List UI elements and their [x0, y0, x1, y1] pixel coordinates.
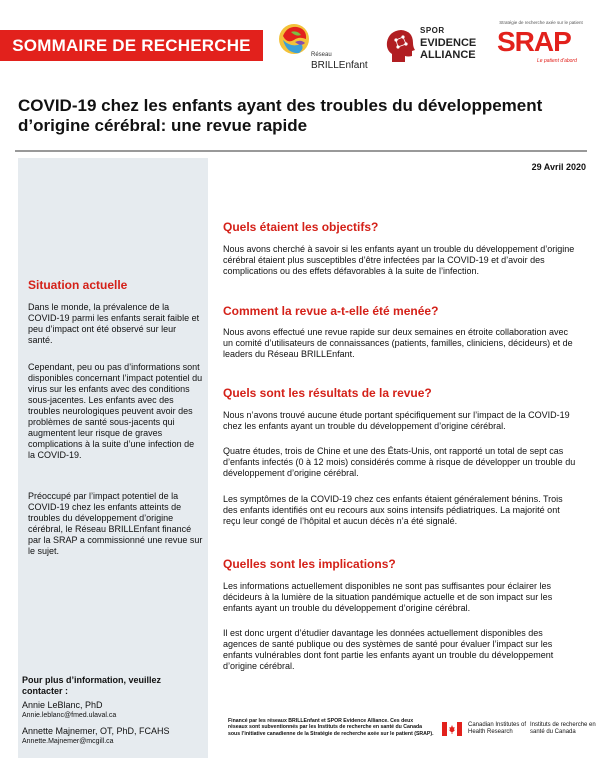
spor-alliance: ALLIANCE	[420, 49, 476, 61]
srap-tagline: Le patient d'abord	[537, 58, 577, 64]
brill-name: BRILLEnfant	[311, 60, 368, 71]
section-heading-implications: Quelles sont les implications?	[223, 557, 396, 571]
brillenfant-logo	[275, 20, 367, 70]
section-paragraph: Les symptômes de la COVID-19 chez ces enfants étaient généralement bénins. Trois des enfants identifiés ont eu recours aux soins intensifs pédiatriques. La majorité ont reçu leur congé de l’hôpital et aucun décès n’a été signalé.	[223, 494, 563, 526]
spor-logo	[384, 26, 484, 66]
section-heading-method: Comment la revue a-t-elle été menée?	[223, 304, 439, 318]
funding-note: Financé par les réseaux BRILLEnfant et SPOR Evidence Alliance. Ces deux réseaux sont subventionnés par les Instituts de recherche en santé du Canada sous l’initiative canadienne de la Stratégie de recherche axée sur le patient (SRAP).	[228, 718, 434, 737]
publication-date: 29 Avril 2020	[531, 162, 586, 172]
sidebar-paragraph: Dans le monde, la prévalence de la COVID-19 parmi les enfants serait faible et peu d’impact ont été observé sur leur santé.	[28, 302, 200, 345]
section-paragraph: Nous avons effectué une revue rapide sur deux semaines en étroite collaboration avec un comité d’utilisateurs de connaissances (patients, familles, cliniciens, décideurs) et de leaders du Réseau BRILLEnfant.	[223, 327, 573, 359]
section-paragraph: Les informations actuellement disponibles ne sont pas suffisantes pour éclairer les décideurs à la lumière de la situation pandémique actuelle et de son impact sur les enfants ayant un trouble du développement d’origine cérébral.	[223, 581, 553, 613]
section-paragraph: Il est donc urgent d’étudier davantage les données actuellement disponibles des agences de santé publique ou des systèmes de santé pour évaluer l’impact sur les enfants vulnérables dont font partie les enfants ayant un trouble du développement d’origine cérébral.	[223, 628, 554, 671]
sidebar-paragraph: Cependant, peu ou pas d’informations sont disponibles concernant l’impact potentiel du virus sur les enfants avec des conditions sous-jacentes. Les enfants avec des troubles neurologiques peuvent avoir des problèmes de santé sous-jacents qui augmentent leur risque de graves complications à la suite d’une infection de la COVID-19.	[28, 362, 203, 460]
srap-name: SRAP	[497, 26, 571, 57]
spor-label: SPOR	[420, 26, 445, 35]
cihr-french: Instituts de recherche en santé du Canada	[530, 722, 596, 735]
section-paragraph: Nous avons cherché à savoir si les enfants ayant un trouble du développement d’origine cérébral étaient plus susceptibles d’être infectées par la COVID-19 et d’avoir des complications ou des effets défavorables à la suite de l’infection.	[223, 244, 575, 276]
section-heading-results: Quels sont les résultats de la revue?	[223, 386, 432, 400]
srap-subtitle: Stratégie de recherche axée sur le patient	[499, 20, 583, 25]
brill-network-label: Réseau	[311, 52, 332, 58]
cihr-english: Canadian Institutes of Health Research	[468, 722, 527, 735]
head-network-icon	[384, 28, 416, 64]
srap-logo	[491, 20, 591, 64]
page-title: COVID-19 chez les enfants ayant des troubles du développement d’origine cérébral: une revue rapide	[18, 96, 543, 135]
section-paragraph: Nous n’avons trouvé aucune étude portant spécifiquement sur l’impact de la COVID-19 chez les enfants ayant un trouble du développement d’origine cérébral.	[223, 410, 570, 431]
canada-flag-icon	[442, 722, 462, 736]
contact-heading: Pour plus d’information, veuillez contacter :	[22, 675, 162, 696]
sidebar-heading: Situation actuelle	[28, 278, 128, 292]
spor-evidence: EVIDENCE	[420, 37, 477, 49]
contact-email[interactable]: Annie.leblanc@fmed.ulaval.ca	[22, 712, 117, 719]
section-heading-objectives: Quels étaient les objectifs?	[223, 220, 379, 234]
contact-name: Annette Majnemer, OT, PhD, FCAHS	[22, 726, 170, 736]
sidebar-paragraph: Préoccupé par l’impact potentiel de la COVID-19 chez les enfants atteints de troubles du développement d’origine cérébral, le Réseau BRILLEnfant financé par la SRAP a commissionné une revue sur le sujet.	[28, 491, 203, 556]
section-paragraph: Quatre études, trois de Chine et une des États-Unis, ont rapporté un total de sept cas d’enfants infectés (0 à 12 mois) considérés comme à risque de développer un trouble du développement d’origine cérébral.	[223, 446, 576, 478]
summary-badge: SOMMAIRE DE RECHERCHE	[0, 30, 263, 61]
brain-icon	[277, 22, 311, 56]
contact-email[interactable]: Annette.Majnemer@mcgill.ca	[22, 738, 114, 745]
title-divider	[15, 150, 587, 152]
contact-name: Annie LeBlanc, PhD	[22, 700, 103, 710]
